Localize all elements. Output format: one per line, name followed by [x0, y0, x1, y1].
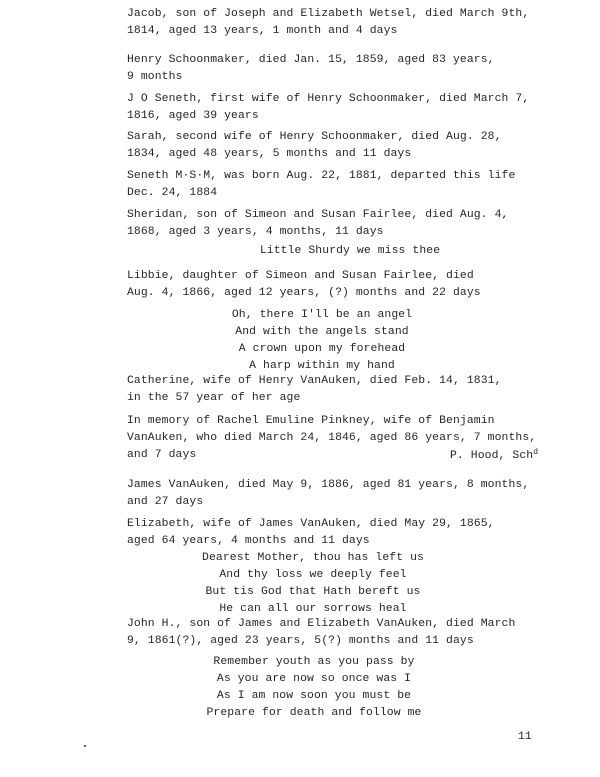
page-number: 11	[518, 731, 532, 743]
entry-sheridan-fairlee: Sheridan, son of Simeon and Susan Fairlee, died Aug. 4, 1868, aged 3 years, 4 months, 11 days	[127, 209, 509, 238]
entry-libbie-fairlee: Libbie, daughter of Simeon and Susan Fairlee, died Aug. 4, 1866, aged 12 years, (?) months and 22 days	[127, 270, 481, 299]
verse-dearest-mother: Dearest Mother, thou has left us And thy loss we deeply feel But tis God that Hath bereft us He can all our sorrows heal	[202, 552, 424, 615]
scan-speck	[84, 745, 86, 747]
entry-sarah-schoonmaker: Sarah, second wife of Henry Schoonmaker, died Aug. 28, 1834, aged 48 years, 5 months and 11 days	[127, 131, 502, 160]
entry-james-vanauken: James VanAuken, died May 9, 1886, aged 81 years, 8 months, and 27 days	[127, 479, 530, 508]
verse-remember-youth: Remember youth as you pass by As you are now so once was I As I am now soon you must be Prepare for death and follow me	[206, 656, 422, 719]
entry-jacob-wetsel: Jacob, son of Joseph and Elizabeth Wetsel, died March 9th, 1814, aged 13 years, 1 month and 4 days	[127, 8, 530, 37]
verse-little-shurdy: Little Shurdy we miss thee	[259, 245, 441, 257]
verse-angel: Oh, there I'll be an angel And with the angels stand A crown upon my forehead A harp within my hand	[231, 309, 413, 372]
entry-catherine-vanauken: Catherine, wife of Henry VanAuken, died Feb. 14, 1831, in the 57 year of her age	[127, 375, 502, 404]
entry-john-h-vanauken: John H., son of James and Elizabeth VanAuken, died March 9, 1861(?), aged 23 years, 5(?) months and 11 days	[127, 618, 516, 647]
entry-seneth-msm: Seneth M·S·M, was born Aug. 22, 1881, departed this life Dec. 24, 1884	[127, 170, 516, 199]
entry-henry-schoonmaker: Henry Schoonmaker, died Jan. 15, 1859, aged 83 years, 9 months	[127, 54, 495, 83]
entry-elizabeth-vanauken: Elizabeth, wife of James VanAuken, died May 29, 1865, aged 64 years, 4 months and 11 days	[127, 518, 495, 547]
signature: P. Hood, Sch$^d$	[450, 448, 539, 462]
entry-j-o-seneth: J O Seneth, first wife of Henry Schoonmaker, died March 7, 1816, aged 39 years	[127, 93, 530, 122]
entry-rachel-pinkney: In memory of Rachel Emuline Pinkney, wife of Benjamin VanAuken, who died March 24, 1846, aged 86 years, 7 months, and 7 days	[127, 415, 537, 461]
